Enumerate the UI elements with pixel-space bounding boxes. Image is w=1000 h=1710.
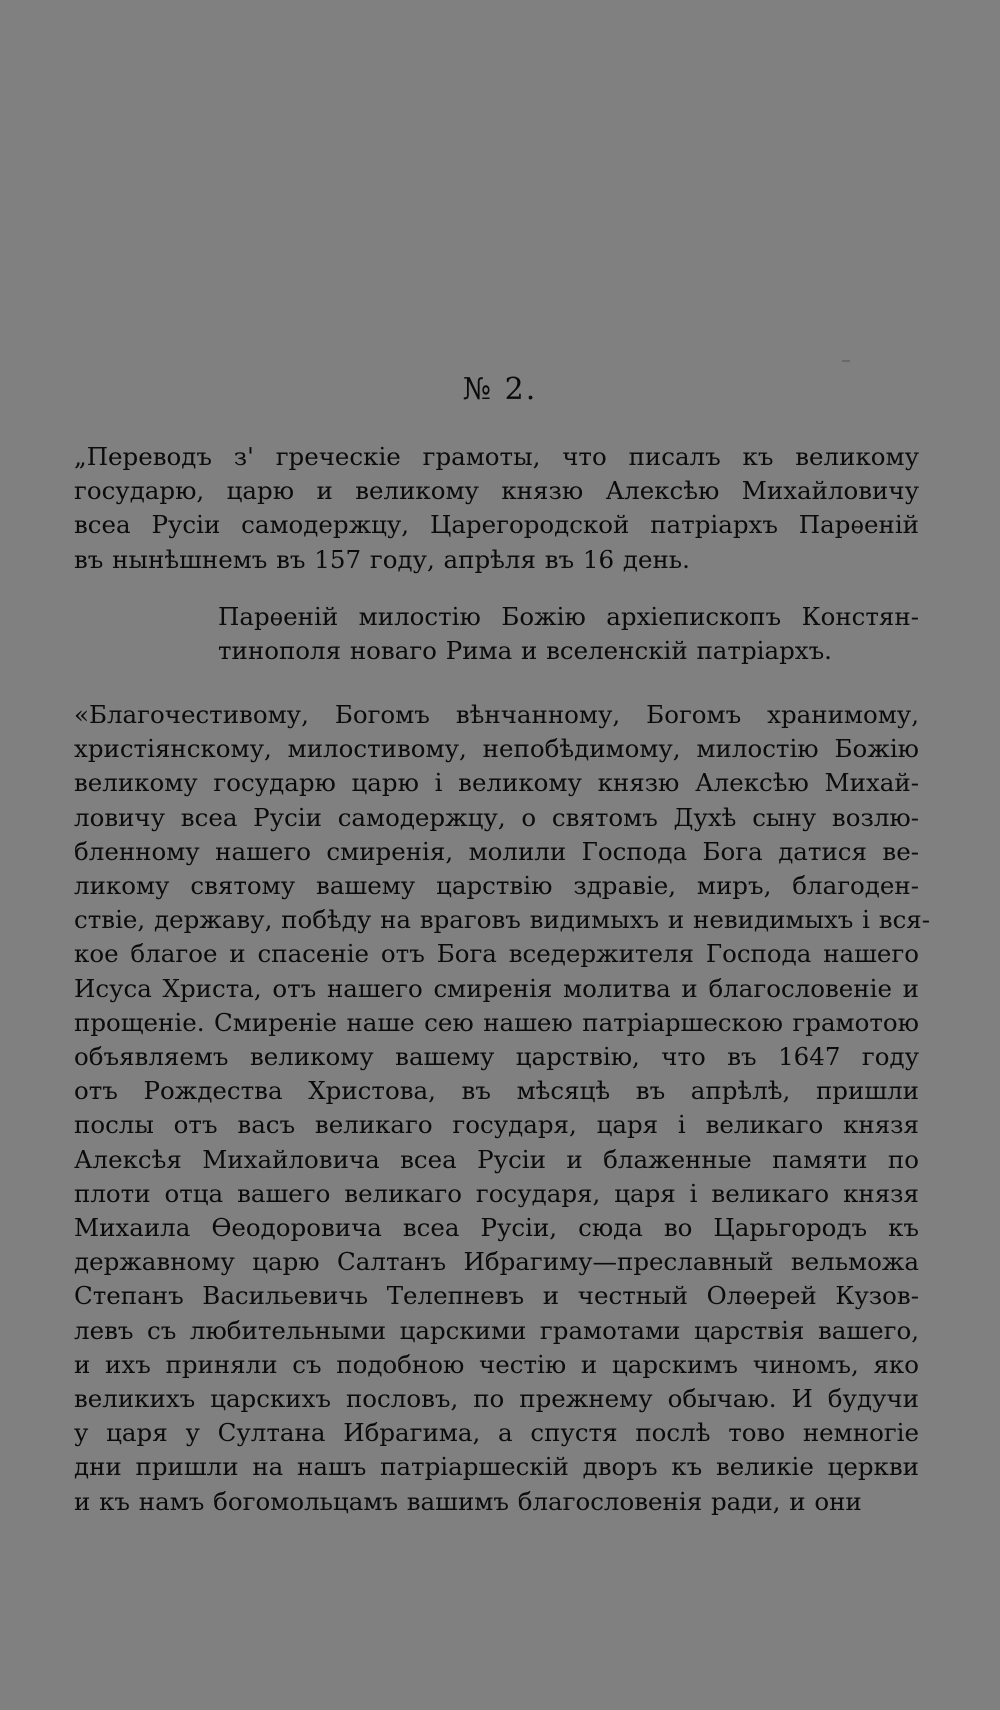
text-line: и къ намъ богомольцамъ вашимъ благословенія ради, и они: [74, 1486, 862, 1516]
text-line: бленному нашего смиренія, молили Господа Бога датися ве-: [74, 836, 919, 866]
text-line: тинополя новаго Рима и вселенскій патріархъ.: [218, 636, 832, 666]
text-line: ствіе, державу, побѣду на враговъ видимыхъ и невидимыхъ і вся-: [74, 905, 931, 935]
text-line: Парѳеній милостію Божію архіепископъ Констян-: [218, 602, 919, 631]
text-line: «Благочестивому, Богомъ вѣнчанному, Богомъ хранимому,: [74, 700, 919, 729]
document-number-heading: № 2.: [462, 372, 538, 407]
text-line: Исуса Христа, отъ нашего смиренія молитва и благословеніе и: [74, 973, 919, 1003]
stray-mark: [842, 360, 850, 362]
text-line: ликому святому вашему царствію здравіе, миръ, благоден-: [74, 871, 919, 901]
text-line: левъ съ любительными царскими грамотами царствія вашего,: [74, 1315, 919, 1345]
text-line: всеа Русіи самодержцу, Царегородской патріархъ Парѳеній: [74, 510, 919, 540]
text-line: великихъ царскихъ пословъ, по прежнему обычаю. И будучи: [74, 1384, 919, 1414]
text-line: и ихъ приняли съ подобною честію и царскимъ чиномъ, яко: [74, 1349, 919, 1379]
text-line: въ нынѣшнемъ въ 157 году, апрѣля въ 16 день.: [74, 544, 690, 574]
text-line: христіянскому, милостивому, непобѣдимому, милостію Божію: [74, 734, 919, 764]
text-line: ловичу всеа Русіи самодержцу, о святомъ Духѣ сыну возлю-: [74, 802, 919, 832]
text-line: Алексѣя Михайловича всеа Русіи и блаженные памяти по: [74, 1144, 919, 1174]
text-line: отъ Рождества Христова, въ мѣсяцѣ въ апрѣлѣ, пришли: [74, 1076, 919, 1106]
text-line: прощеніе. Смиреніе наше сею нашею патріаршескою грамотою: [74, 1007, 919, 1037]
text-line: послы отъ васъ великаго государя, царя і великаго князя: [74, 1110, 919, 1140]
intro-paragraph: [74, 440, 919, 577]
text-line: кое благое и спасеніе отъ Бога вседержителя Господа нашего: [74, 939, 919, 969]
text-line: Степанъ Васильевичь Телепневъ и честный Олѳерей Кузов-: [74, 1281, 919, 1311]
text-line: „Переводъ з' греческіе грамоты, что писалъ къ великому: [74, 442, 919, 471]
text-line: плоти отца вашего великаго государя, царя і великаго князя: [74, 1178, 919, 1208]
letter-body-paragraph: [74, 698, 931, 1519]
text-line: государю, царю и великому князю Алексѣю Михайловичу: [74, 476, 919, 506]
salutation-paragraph: [218, 600, 919, 668]
text-line: у царя у Султана Ибрагима, а спустя послѣ тово немногіе: [74, 1418, 919, 1448]
text-line: объявляемъ великому вашему царствію, что въ 1647 году: [74, 1042, 919, 1072]
text-line: дни пришли на нашъ патріаршескій дворъ къ великіе церкви: [74, 1452, 919, 1482]
text-line: великому государю царю і великому князю Алексѣю Михай-: [74, 768, 919, 798]
text-line: державному царю Салтанъ Ибрагиму—преславный вельможа: [74, 1247, 919, 1277]
text-line: Михаила Ѳеодоровича всеа Русіи, сюда во Царьгородъ къ: [74, 1213, 919, 1243]
